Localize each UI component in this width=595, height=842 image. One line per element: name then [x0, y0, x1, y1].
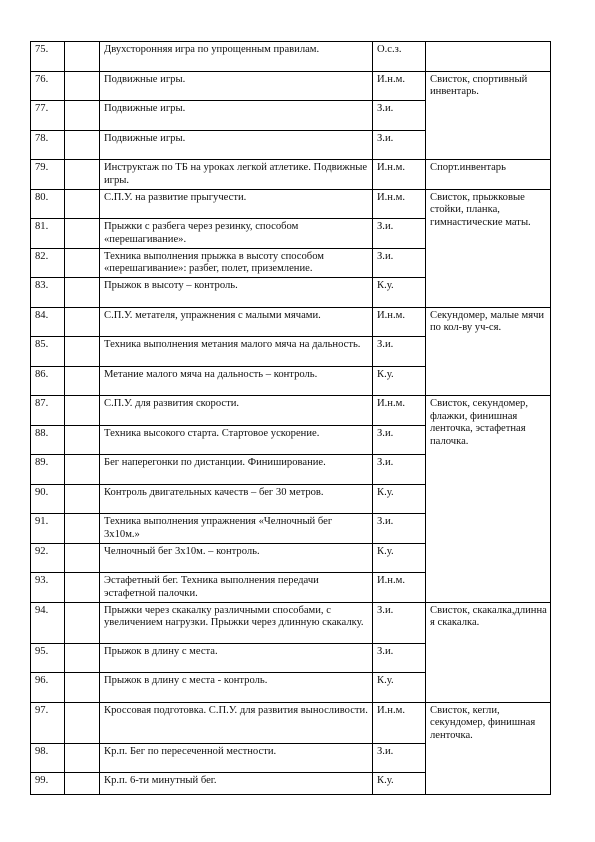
date-cell — [65, 673, 100, 703]
lesson-topic: Кр.п. 6-ти минутный бег. — [100, 773, 373, 795]
date-cell — [65, 307, 100, 337]
date-cell — [65, 573, 100, 603]
lesson-type: К.у. — [373, 484, 426, 514]
lesson-number: 81. — [31, 219, 65, 249]
equipment-cell: Свисток, скакалка,длинна я скакалка. — [426, 602, 551, 702]
equipment-cell: Свисток, спортивный инвентарь. — [426, 71, 551, 160]
lesson-topic: Прыжок в длину с места. — [100, 643, 373, 673]
equipment-cell: Свисток, кегли, секундомер, финишная ленточка. — [426, 702, 551, 795]
lesson-topic: С.П.У. метателя, упражнения с малыми мячами. — [100, 307, 373, 337]
lesson-topic: Подвижные игры. — [100, 130, 373, 160]
lesson-number: 86. — [31, 366, 65, 396]
date-cell — [65, 643, 100, 673]
date-cell — [65, 42, 100, 72]
lesson-type: К.у. — [373, 366, 426, 396]
lesson-type: З.и. — [373, 455, 426, 485]
lesson-type: И.н.м. — [373, 160, 426, 190]
date-cell — [65, 71, 100, 101]
lesson-topic: Подвижные игры. — [100, 71, 373, 101]
date-cell — [65, 484, 100, 514]
lesson-type: З.и. — [373, 514, 426, 544]
lesson-number: 82. — [31, 248, 65, 278]
lesson-type: З.и. — [373, 643, 426, 673]
table-row — [31, 189, 551, 219]
lesson-number: 90. — [31, 484, 65, 514]
lesson-topic: Прыжки через скакалку различными способами, с увеличением нагрузки. Прыжки через длинную скакалку. — [100, 602, 373, 643]
lesson-number: 85. — [31, 337, 65, 367]
lesson-type: З.и. — [373, 248, 426, 278]
date-cell — [65, 396, 100, 426]
lesson-number: 99. — [31, 773, 65, 795]
lesson-number: 84. — [31, 307, 65, 337]
lesson-topic: Кр.п. Бег по пересеченной местности. — [100, 743, 373, 773]
lesson-number: 97. — [31, 702, 65, 743]
lesson-type: К.у. — [373, 278, 426, 308]
lesson-number: 96. — [31, 673, 65, 703]
lesson-type: И.н.м. — [373, 71, 426, 101]
equipment-cell: Свисток, секундомер, флажки, финишная ленточка, эстафетная палочка. — [426, 396, 551, 603]
lesson-type: И.н.м. — [373, 307, 426, 337]
lesson-topic: Челночный бег 3х10м. – контроль. — [100, 543, 373, 573]
date-cell — [65, 278, 100, 308]
lesson-topic: Прыжок в длину с места - контроль. — [100, 673, 373, 703]
lesson-type: К.у. — [373, 673, 426, 703]
lesson-type: И.н.м. — [373, 396, 426, 426]
date-cell — [65, 366, 100, 396]
equipment-cell: Спорт.инвентарь — [426, 160, 551, 190]
lesson-number: 92. — [31, 543, 65, 573]
lesson-number: 95. — [31, 643, 65, 673]
equipment-cell: Свисток, прыжковые стойки, планка, гимнастические маты. — [426, 189, 551, 307]
lesson-number: 93. — [31, 573, 65, 603]
date-cell — [65, 602, 100, 643]
date-cell — [65, 160, 100, 190]
lesson-type: И.н.м. — [373, 573, 426, 603]
lesson-number: 76. — [31, 71, 65, 101]
lesson-topic: Бег наперегонки по дистанции. Финиширование. — [100, 455, 373, 485]
date-cell — [65, 543, 100, 573]
date-cell — [65, 773, 100, 795]
lesson-topic: Кроссовая подготовка. С.П.У. для развития выносливости. — [100, 702, 373, 743]
lesson-number: 80. — [31, 189, 65, 219]
lesson-topic: Подвижные игры. — [100, 101, 373, 131]
lesson-number: 83. — [31, 278, 65, 308]
lesson-type: К.у. — [373, 543, 426, 573]
date-cell — [65, 702, 100, 743]
lesson-number: 87. — [31, 396, 65, 426]
lesson-plan-table — [30, 41, 551, 795]
table-row — [31, 307, 551, 337]
lesson-type: З.и. — [373, 130, 426, 160]
date-cell — [65, 514, 100, 544]
lesson-topic: Техника выполнения прыжка в высоту способом «перешагивание»: разбег, полет, приземление. — [100, 248, 373, 278]
lesson-type: З.и. — [373, 743, 426, 773]
lesson-type: З.и. — [373, 101, 426, 131]
lesson-number: 77. — [31, 101, 65, 131]
lesson-type: К.у. — [373, 773, 426, 795]
lesson-topic: Эстафетный бег. Техника выполнения передачи эстафетной палочки. — [100, 573, 373, 603]
lesson-topic: Техника выполнения метания малого мяча на дальность. — [100, 337, 373, 367]
lesson-topic: Техника выполнения упражнения «Челночный бег 3х10м.» — [100, 514, 373, 544]
lesson-topic: Прыжок в высоту – контроль. — [100, 278, 373, 308]
table-row — [31, 42, 551, 72]
lesson-type: З.и. — [373, 425, 426, 455]
lesson-number: 88. — [31, 425, 65, 455]
lesson-number: 94. — [31, 602, 65, 643]
table-row — [31, 71, 551, 101]
date-cell — [65, 743, 100, 773]
lesson-number: 98. — [31, 743, 65, 773]
date-cell — [65, 337, 100, 367]
lesson-topic: Инструктаж по ТБ на уроках легкой атлетике. Подвижные игры. — [100, 160, 373, 190]
lesson-number: 79. — [31, 160, 65, 190]
lesson-topic: Прыжки с разбега через резинку, способом «перешагивание». — [100, 219, 373, 249]
lesson-topic: Двухсторонняя игра по упрощенным правилам. — [100, 42, 373, 72]
table-row — [31, 602, 551, 643]
lesson-topic: Метание малого мяча на дальность – контроль. — [100, 366, 373, 396]
lesson-number: 89. — [31, 455, 65, 485]
lesson-type: О.с.з. — [373, 42, 426, 72]
lesson-number: 78. — [31, 130, 65, 160]
lesson-topic: С.П.У. на развитие прыгучести. — [100, 189, 373, 219]
lesson-number: 75. — [31, 42, 65, 72]
lesson-number: 91. — [31, 514, 65, 544]
equipment-cell: Секундомер, малые мячи по кол-ву уч-ся. — [426, 307, 551, 396]
table-row — [31, 160, 551, 190]
date-cell — [65, 130, 100, 160]
date-cell — [65, 219, 100, 249]
date-cell — [65, 455, 100, 485]
table-row — [31, 702, 551, 743]
date-cell — [65, 101, 100, 131]
date-cell — [65, 425, 100, 455]
date-cell — [65, 189, 100, 219]
lesson-type: И.н.м. — [373, 189, 426, 219]
equipment-cell — [426, 42, 551, 72]
lesson-topic: Контроль двигательных качеств – бег 30 метров. — [100, 484, 373, 514]
lesson-type: И.н.м. — [373, 702, 426, 743]
date-cell — [65, 248, 100, 278]
lesson-topic: Техника высокого старта. Стартовое ускорение. — [100, 425, 373, 455]
table-row — [31, 396, 551, 426]
lesson-topic: С.П.У. для развития скорости. — [100, 396, 373, 426]
lesson-type: З.и. — [373, 602, 426, 643]
lesson-type: З.и. — [373, 337, 426, 367]
lesson-type: З.и. — [373, 219, 426, 249]
